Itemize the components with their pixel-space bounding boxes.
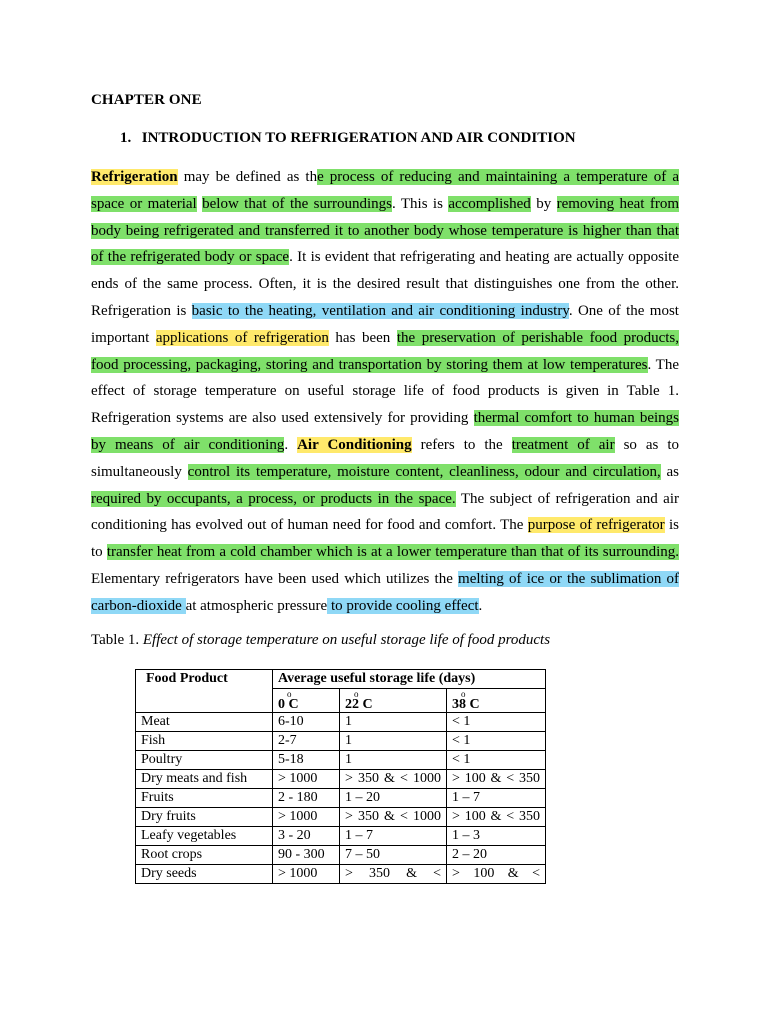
- highlighted-phrase: applications of refrigeration: [155, 329, 329, 346]
- highlighted-phrase: of the refrigerated body or space: [91, 249, 290, 266]
- paragraph-line: [91, 512, 679, 539]
- highlighted-phrase: purpose of refrigerator: [527, 517, 665, 534]
- paragraph-line: [91, 164, 679, 191]
- temp-label: 22 C: [345, 697, 373, 712]
- storage-life-cell: 7 – 50: [340, 846, 447, 865]
- storage-life-cell: > 1000: [273, 865, 340, 884]
- text-segment: so as to: [614, 436, 680, 453]
- paragraph-line: [91, 271, 679, 298]
- table-row: [136, 751, 546, 770]
- highlighted-phrase: food processing, packaging, storing and transportation by storing them at low temperatures: [91, 356, 648, 373]
- paragraph-line: [91, 486, 679, 513]
- paragraph-line: [91, 405, 679, 432]
- storage-life-cell: > 350 & <: [340, 865, 447, 884]
- text-segment: Refrigeration is: [91, 302, 192, 319]
- paragraph-line: [91, 352, 679, 379]
- paragraph-line: [91, 244, 679, 271]
- highlighted-phrase: Air Conditioning: [297, 436, 412, 453]
- storage-life-cell: 1 – 20: [340, 789, 447, 808]
- food-product-cell: Fish: [136, 732, 273, 751]
- text-segment: .: [284, 436, 298, 453]
- highlighted-phrase: below that of the surroundings: [202, 195, 392, 212]
- text-segment: by: [530, 195, 557, 212]
- text-segment: as: [660, 463, 680, 480]
- storage-life-cell: 1 – 7: [340, 827, 447, 846]
- storage-life-cell: > 350 & < 1000: [340, 770, 447, 789]
- highlighted-phrase: control its temperature, moisture content, cleanliness, odour and circulation,: [187, 463, 661, 480]
- chapter-heading: CHAPTER ONE: [91, 92, 202, 108]
- paragraph-line: [91, 593, 679, 620]
- storage-life-cell: 1: [340, 732, 447, 751]
- header-temp-1: [340, 689, 447, 713]
- highlighted-phrase: melting of ice or the sublimation of: [458, 570, 679, 587]
- storage-life-cell: 5-18: [273, 751, 340, 770]
- paragraph-line: [91, 218, 679, 245]
- food-product-cell: Dry fruits: [136, 808, 273, 827]
- paragraph-line: [91, 566, 679, 593]
- food-product-cell: Leafy vegetables: [136, 827, 273, 846]
- food-product-cell: Poultry: [136, 751, 273, 770]
- section-heading: [117, 130, 576, 147]
- storage-life-cell: < 1: [447, 732, 546, 751]
- storage-life-cell: > 1000: [273, 770, 340, 789]
- paragraph-line: [91, 325, 679, 352]
- table-row: [136, 846, 546, 865]
- text-segment: may be defined as th: [177, 169, 318, 185]
- table-row: [136, 808, 546, 827]
- highlighted-phrase: body being refrigerated and transferred it to another body whose temperature is higher than that: [91, 222, 679, 239]
- intro-paragraph: [91, 164, 679, 620]
- highlighted-phrase: accomplished: [448, 195, 531, 212]
- text-segment: . One of the most: [568, 302, 679, 319]
- text-segment: Refrigeration systems are also used extensively for providing: [91, 410, 474, 427]
- text-segment: .: [478, 597, 483, 614]
- food-product-cell: Root crops: [136, 846, 273, 865]
- highlighted-phrase: space or material: [91, 195, 197, 212]
- text-segment: is: [664, 517, 679, 534]
- text-segment: conditioning has evolved out of human need for food and comfort. The: [91, 517, 528, 534]
- degree-symbol: o: [461, 689, 466, 699]
- storage-life-cell: > 1000: [273, 808, 340, 827]
- highlighted-phrase: thermal comfort to human beings: [473, 410, 680, 427]
- food-product-cell: Fruits: [136, 789, 273, 808]
- storage-life-cell: > 350 & < 1000: [340, 808, 447, 827]
- storage-life-cell: > 100 & <: [447, 865, 546, 884]
- highlighted-phrase: by means of air conditioning: [91, 436, 285, 453]
- text-segment: The subject of refrigeration and air: [455, 490, 679, 507]
- paragraph-line: [91, 298, 679, 325]
- text-segment: . This is: [392, 195, 449, 212]
- paragraph-line: [91, 378, 679, 405]
- storage-life-cell: < 1: [447, 751, 546, 770]
- storage-life-cell: 1 – 7: [447, 789, 546, 808]
- degree-symbol: o: [354, 689, 359, 699]
- storage-life-cell: 1 – 3: [447, 827, 546, 846]
- text-segment: important: [91, 329, 156, 346]
- storage-life-cell: 6-10: [273, 713, 340, 732]
- highlighted-phrase: transfer heat from a cold chamber which is at a lower temperature than that of its surrounding.: [106, 544, 680, 561]
- highlighted-phrase: to provide cooling effect: [327, 597, 479, 614]
- temp-label: 0 C: [278, 697, 299, 712]
- text-segment: effect of storage temperature on useful storage life of food products is given in Table 1.: [91, 383, 679, 400]
- storage-life-table: [135, 669, 546, 884]
- degree-symbol: o: [287, 689, 292, 699]
- food-product-cell: Dry seeds: [136, 865, 273, 884]
- storage-life-cell: 1: [340, 713, 447, 732]
- highlighted-phrase: basic to the heating, ventilation and air conditioning industry: [191, 302, 569, 319]
- highlighted-phrase: Refrigeration: [91, 169, 178, 185]
- paragraph-line: [91, 191, 679, 218]
- table-row: [136, 713, 546, 732]
- text-segment: has been: [328, 329, 397, 346]
- temp-label: 38 C: [452, 697, 480, 712]
- caption-prefix: Table 1.: [91, 632, 143, 648]
- text-segment: . The: [647, 356, 679, 373]
- caption-text: Effect of storage temperature on useful storage life of food products: [142, 632, 551, 648]
- paragraph-line: [91, 432, 679, 459]
- storage-life-cell: 3 - 20: [273, 827, 340, 846]
- storage-life-cell: 90 - 300: [273, 846, 340, 865]
- storage-life-cell: 1: [340, 751, 447, 770]
- text-segment: to: [91, 544, 107, 561]
- text-segment: Elementary refrigerators have been used which utilizes the: [91, 570, 459, 587]
- text-segment: at atmospheric pressure: [185, 597, 328, 614]
- table-row: [136, 827, 546, 846]
- text-segment: . It is evident that refrigerating and heating are actually opposite: [289, 249, 679, 266]
- text-segment: simultaneously: [91, 463, 188, 480]
- text-segment: ends of the same process. Often, it is the desired result that distinguishes one from the other.: [91, 276, 679, 293]
- storage-life-cell: 2-7: [273, 732, 340, 751]
- text-segment: refers to the: [411, 436, 512, 453]
- storage-life-cell: > 100 & < 350: [447, 770, 546, 789]
- storage-life-cell: 2 – 20: [447, 846, 546, 865]
- table-caption: [91, 632, 550, 649]
- section-number: 1.: [120, 130, 132, 146]
- storage-life-cell: > 100 & < 350: [447, 808, 546, 827]
- highlighted-phrase: the preservation of perishable food products,: [396, 329, 680, 346]
- table-row: [136, 770, 546, 789]
- paragraph-line: [91, 539, 679, 566]
- food-product-cell: Meat: [136, 713, 273, 732]
- header-temp-0: [273, 689, 340, 713]
- table-row: [136, 732, 546, 751]
- table-row: [136, 789, 546, 808]
- storage-life-cell: 2 - 180: [273, 789, 340, 808]
- header-temp-2: [447, 689, 546, 713]
- highlighted-phrase: e process of reducing and maintaining a temperature of a: [317, 169, 679, 185]
- storage-life-cell: < 1: [447, 713, 546, 732]
- header-average-storage-life: Average useful storage life (days): [273, 670, 546, 689]
- highlighted-phrase: carbon-dioxide: [91, 597, 186, 614]
- table-row: [136, 865, 546, 884]
- header-food-product: Food Product: [136, 670, 273, 713]
- paragraph-line: [91, 459, 679, 486]
- highlighted-phrase: treatment of air: [511, 436, 615, 453]
- highlighted-phrase: removing heat from: [556, 195, 680, 212]
- section-title: INTRODUCTION TO REFRIGERATION AND AIR CONDITION: [141, 130, 576, 146]
- food-product-cell: Dry meats and fish: [136, 770, 273, 789]
- highlighted-phrase: required by occupants, a process, or products in the space.: [91, 490, 456, 507]
